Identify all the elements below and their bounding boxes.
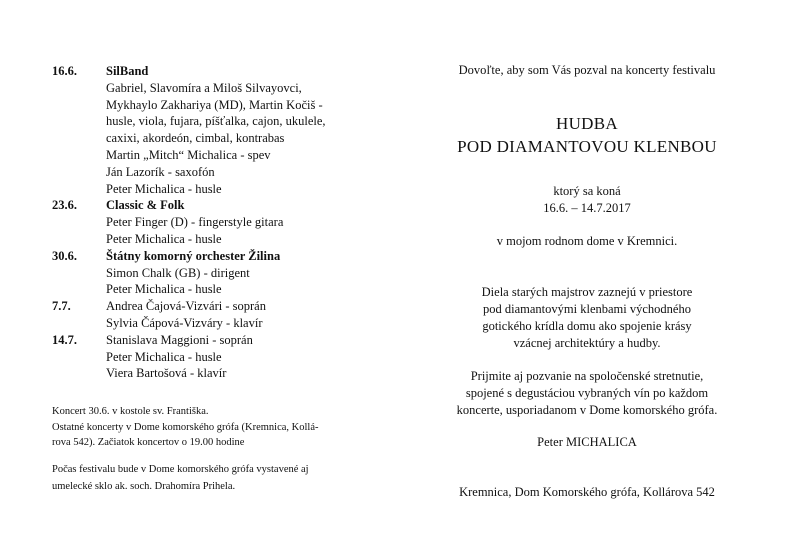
entry-date: 14.7. [52,332,77,347]
schedule-entry [52,332,382,382]
festival-title-line: HUDBA [556,114,618,133]
venue-address: Kremnica, Dom Komorského grófa, Kollárova 542 [459,485,715,499]
home-line: v mojom rodnom dome v Kremnici. [496,234,678,248]
entry-line: Peter Michalica - husle [106,282,222,297]
paragraph-venue [402,284,772,352]
schedule-entry [52,248,382,298]
entry-line: Gabriel, Slavomíra a Miloš Silvayovci, [106,80,302,95]
entry-line: husle, viola, fujara, píšťalka, cajon, ukulele, [106,114,326,129]
entry-line: Viera Bartošová - klavír [106,366,227,381]
note-line: Ostatné koncerty v Dome komorského grófa (Kremnica, Kollá- [52,421,319,433]
festival-title [402,112,772,158]
paragraph-line: pod diamantovými klenbami východného [483,302,691,316]
signature: Peter MICHALICA [537,435,637,449]
entry-date: 16.6. [52,64,77,78]
paragraph-line: koncerte, usporiadanom v Dome komorského grófa. [456,403,718,417]
entry-line: Peter Michalica - husle [106,349,222,364]
entry-line: Peter Michalica - husle [106,231,222,246]
festival-dates [402,183,772,217]
invitation-text [402,62,772,501]
invitation-intro: Dovoľte, aby som Vás pozval na koncerty festivalu [458,63,716,77]
entry-line: caxixi, akordeón, cimbal, kontrabas [106,131,285,146]
note-line: rova 542). Začiatok koncertov o 19.00 hodine [52,437,245,448]
entry-line: Sylvia Čápová-Vizváry - klavír [106,315,263,330]
note-line: Koncert 30.6. v kostole sv. Františka. [52,406,209,417]
paragraph-line: Prijmite aj pozvanie na spoločenské stretnutie, [470,369,704,383]
held-label: ktorý sa koná [553,184,621,198]
entry-date: 23.6. [52,198,77,213]
date-range: 16.6. – 14.7.2017 [543,201,631,215]
entry-date: 7.7. [52,299,71,314]
paragraph-line: spojené s degustáciou vybraných vín po každom [465,386,709,400]
paragraph-line: Diela starých majstrov zaznejú v priestore [481,285,693,299]
note-line: Počas festivalu bude v Dome komorského grófa vystavené aj [52,463,309,475]
entry-ensemble: Štátny komorný orchester Žilina [106,248,281,263]
paragraph-reception [402,368,772,419]
entry-line: Peter Finger (D) - fingerstyle gitara [106,215,284,230]
entry-line: Ján Lazorík - saxofón [106,164,215,179]
schedule-entry [52,298,382,332]
note-line: umelecké sklo ak. soch. Drahomíra Prihela. [52,480,236,492]
festival-title-line: POD DIAMANTOVOU KLENBOU [457,137,717,156]
entry-line: Simon Chalk (GB) - dirigent [106,265,250,280]
concert-schedule [52,63,382,382]
entry-line: Martin „Mitch“ Michalica - spev [106,147,271,162]
paragraph-line: vzácnej architektúry a hudby. [513,336,661,350]
paragraph-line: gotického krídla domu ako spojenie krásy [482,319,692,333]
schedule-entry [52,63,382,197]
entry-ensemble: SilBand [106,64,149,78]
entry-line: Mykhaylo Zakhariya (MD), Martin Kočiš - [106,97,323,112]
venue-notes [52,404,382,495]
entry-line: Peter Michalica - husle [106,181,222,196]
entry-date: 30.6. [52,248,77,263]
entry-line: Stanislava Maggioni - soprán [106,332,253,347]
schedule-entry [52,197,382,247]
entry-line: Andrea Čajová-Vizvári - soprán [106,299,266,314]
entry-ensemble: Classic & Folk [106,198,185,213]
